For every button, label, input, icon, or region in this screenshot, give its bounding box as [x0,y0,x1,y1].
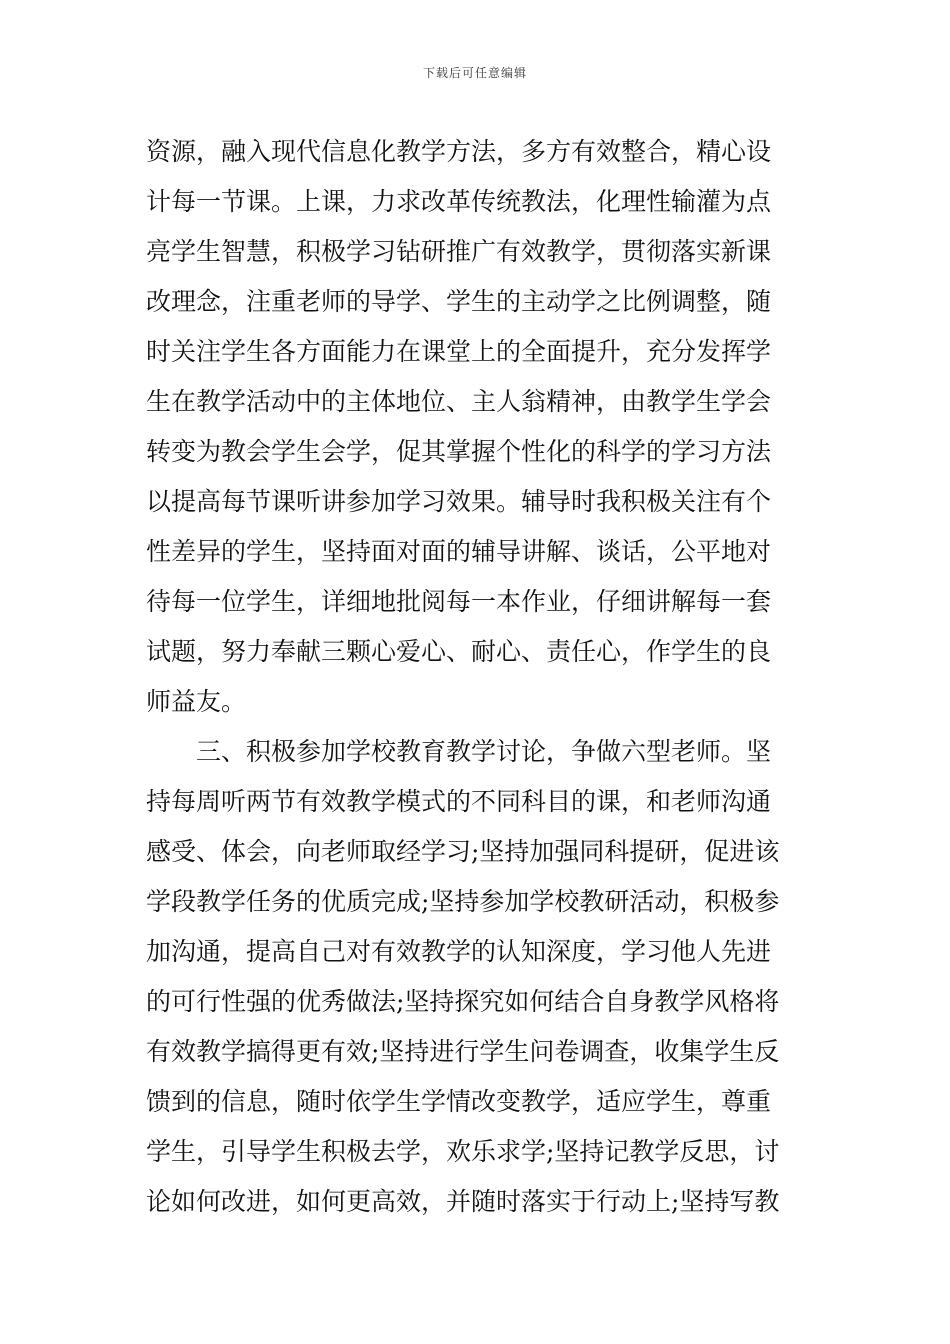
text-line: 学生，引导学生积极去学，欢乐求学;坚持记教学反思，讨 [146,1137,780,1166]
text-line: 以提高每节课听讲参加学习效果。辅导时我积极关注有个 [146,487,772,516]
text-line: 时关注学生各方面能力在课堂上的全面提升，充分发挥学 [146,337,772,366]
text-line: 持每周听两节有效教学模式的不同科目的课，和老师沟通 [146,787,772,816]
text-line: 感受、体会，向老师取经学习;坚持加强同科提研，促进该 [146,837,780,866]
text-line: 加沟通，提高自己对有效教学的认知深度，学习他人先进 [146,937,772,966]
text-line: 师益友。 [146,687,247,716]
text-line: 亮学生智慧，积极学习钻研推广有效教学，贯彻落实新课 [146,237,772,266]
text-line: 计每一节课。上课，力求改革传统教法，化理性输灌为点 [146,187,772,216]
paragraph-first-line: 三、积极参加学校教育教学讨论，争做六型老师。坚 [196,737,772,766]
text-line: 学段教学任务的优质完成;坚持参加学校教研活动，积极参 [146,887,780,916]
text-line: 生在教学活动中的主体地位、主人翁精神，由教学生学会 [146,387,772,416]
text-line: 馈到的信息，随时依学生学情改变教学，适应学生，尊重 [146,1087,772,1116]
page-header: 下载后可任意编辑 [422,66,527,80]
text-line: 性差异的学生，坚持面对面的辅导讲解、谈话，公平地对 [146,537,772,566]
text-line: 资源，融入现代信息化教学方法，多方有效整合，精心设 [146,137,772,166]
document-body [146,127,806,1227]
text-line: 改理念，注重老师的导学、学生的主动学之比例调整，随 [146,287,772,316]
text-line: 转变为教会学生会学，促其掌握个性化的科学的学习方法 [146,437,772,466]
text-line: 试题，努力奉献三颗心爱心、耐心、责任心，作学生的良 [146,637,772,666]
text-line: 的可行性强的优秀做法;坚持探究如何结合自身教学风格将 [146,987,780,1016]
text-line: 待每一位学生，详细地批阅每一本作业，仔细讲解每一套 [146,587,772,616]
text-line: 论如何改进，如何更高效，并随时落实于行动上;坚持写教 [146,1187,780,1216]
text-line: 有效教学搞得更有效;坚持进行学生问卷调查，收集学生反 [146,1037,780,1066]
